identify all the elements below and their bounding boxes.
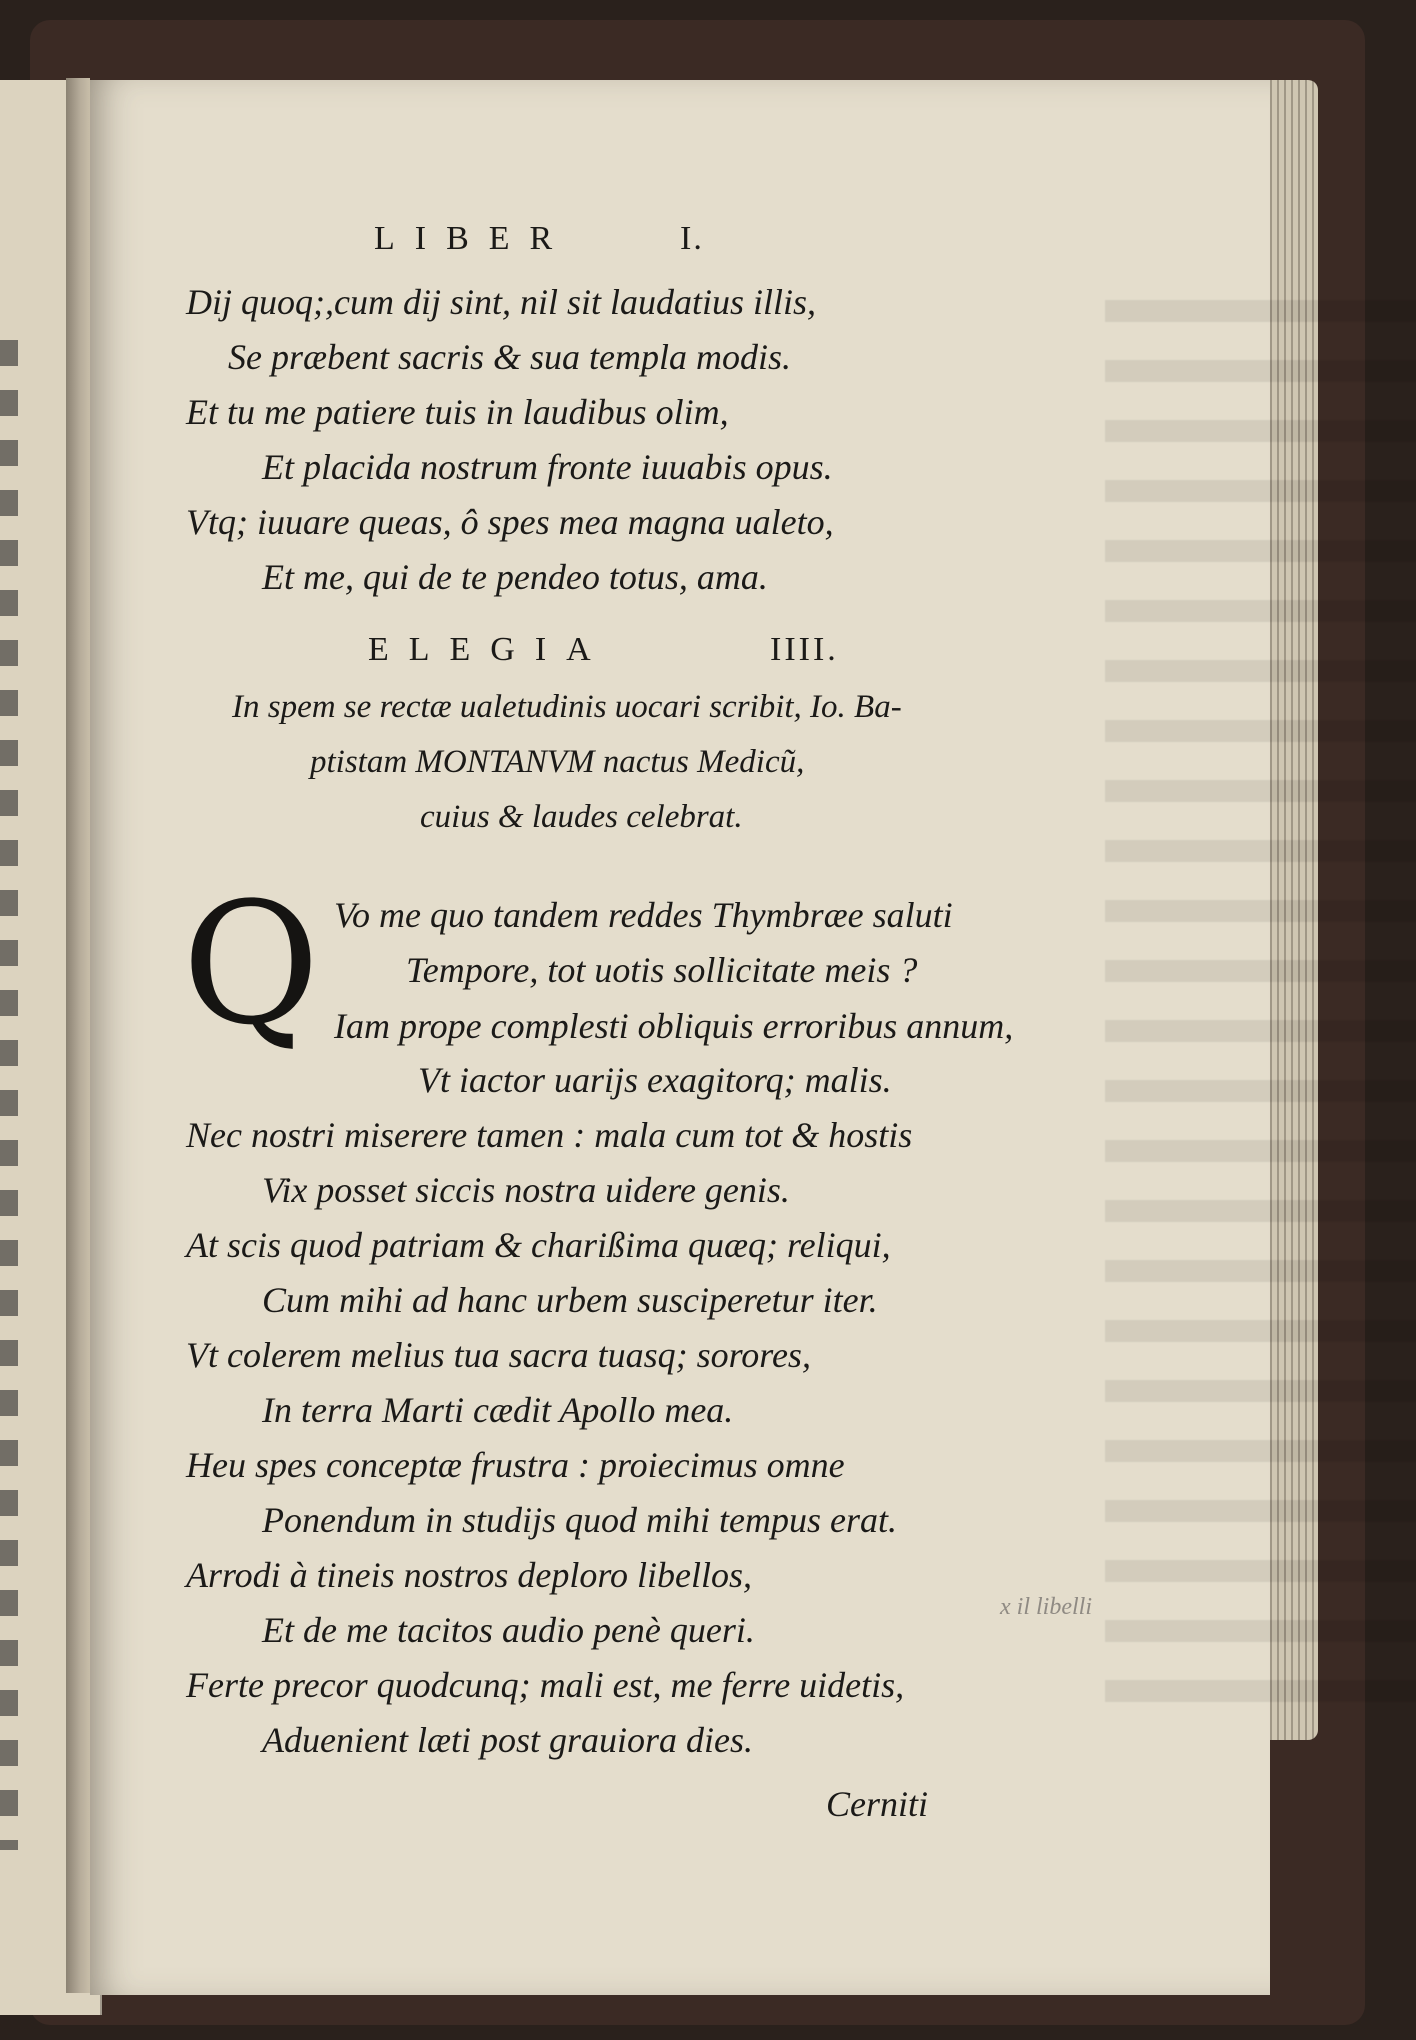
elegy-argument: ptistam MONTANVM nactus Medicũ, — [310, 744, 805, 780]
running-title: LIBER — [374, 220, 573, 257]
verse-line: Vix posset siccis nostra uidere genis. — [262, 1170, 790, 1210]
verse-line: Heu spes conceptæ frustra : proiecimus omne — [186, 1445, 845, 1485]
verse-line: Ferte precor quodcunq; mali est, me ferre uidetis, — [186, 1665, 905, 1705]
verse-line: Et tu me patiere tuis in laudibus olim, — [186, 392, 729, 432]
verse-line: Se præbent sacris & sua templa modis. — [228, 337, 791, 377]
verse-line: Ponendum in studijs quod mihi tempus erat. — [262, 1500, 897, 1540]
facing-page-text-edge — [0, 340, 18, 1850]
verse-line: Arrodi à tineis nostros deploro libellos, — [186, 1555, 753, 1595]
verse-line: Vo me quo tandem reddes Thymbræe saluti — [334, 895, 953, 935]
verse-line: Iam prope complesti obliquis erroribus annum, — [334, 1006, 1014, 1046]
folio-number: I. — [680, 220, 704, 257]
verse-line: Nec nostri miserere tamen : mala cum tot & hostis — [186, 1115, 913, 1155]
show-through — [1105, 300, 1416, 1730]
elegy-label: ELEGIA — [368, 631, 611, 668]
catchword: Cerniti — [826, 1784, 929, 1824]
verse-line: Dij quoq;,cum dij sint, nil sit laudatius illis, — [186, 282, 817, 322]
elegy-argument: cuius & laudes celebrat. — [420, 799, 743, 835]
verse-line: Cum mihi ad hanc urbem susciperetur iter. — [262, 1280, 878, 1320]
verse-line: At scis quod patriam & charißima quæq; reliqui, — [186, 1225, 891, 1265]
verse-line: Vt colerem melius tua sacra tuasq; sorores, — [186, 1335, 811, 1375]
verse-line: Tempore, tot uotis sollicitate meis ? — [406, 950, 918, 990]
verse-line: Et de me tacitos audio penè queri. — [262, 1610, 755, 1650]
elegy-argument: In spem se rectæ ualetudinis uocari scribit, Io. Ba- — [232, 689, 902, 725]
verse-line: In terra Marti cædit Apollo mea. — [262, 1390, 734, 1430]
drop-cap: Q — [182, 866, 320, 1062]
verse-line: Et placida nostrum fronte iuuabis opus. — [262, 447, 833, 487]
handwritten-margin-note: x il libelli — [1000, 1594, 1092, 1620]
verse-line: Vt iactor uarijs exagitorq; malis. — [418, 1060, 892, 1100]
verse-line: Aduenient læti post grauiora dies. — [262, 1720, 753, 1760]
verse-line: Vtq; iuuare queas, ô spes mea magna ualeto, — [186, 502, 834, 542]
gutter-shadow — [66, 78, 90, 1993]
verse-line: Et me, qui de te pendeo totus, ama. — [262, 557, 768, 597]
elegy-number: IIII. — [770, 631, 839, 668]
